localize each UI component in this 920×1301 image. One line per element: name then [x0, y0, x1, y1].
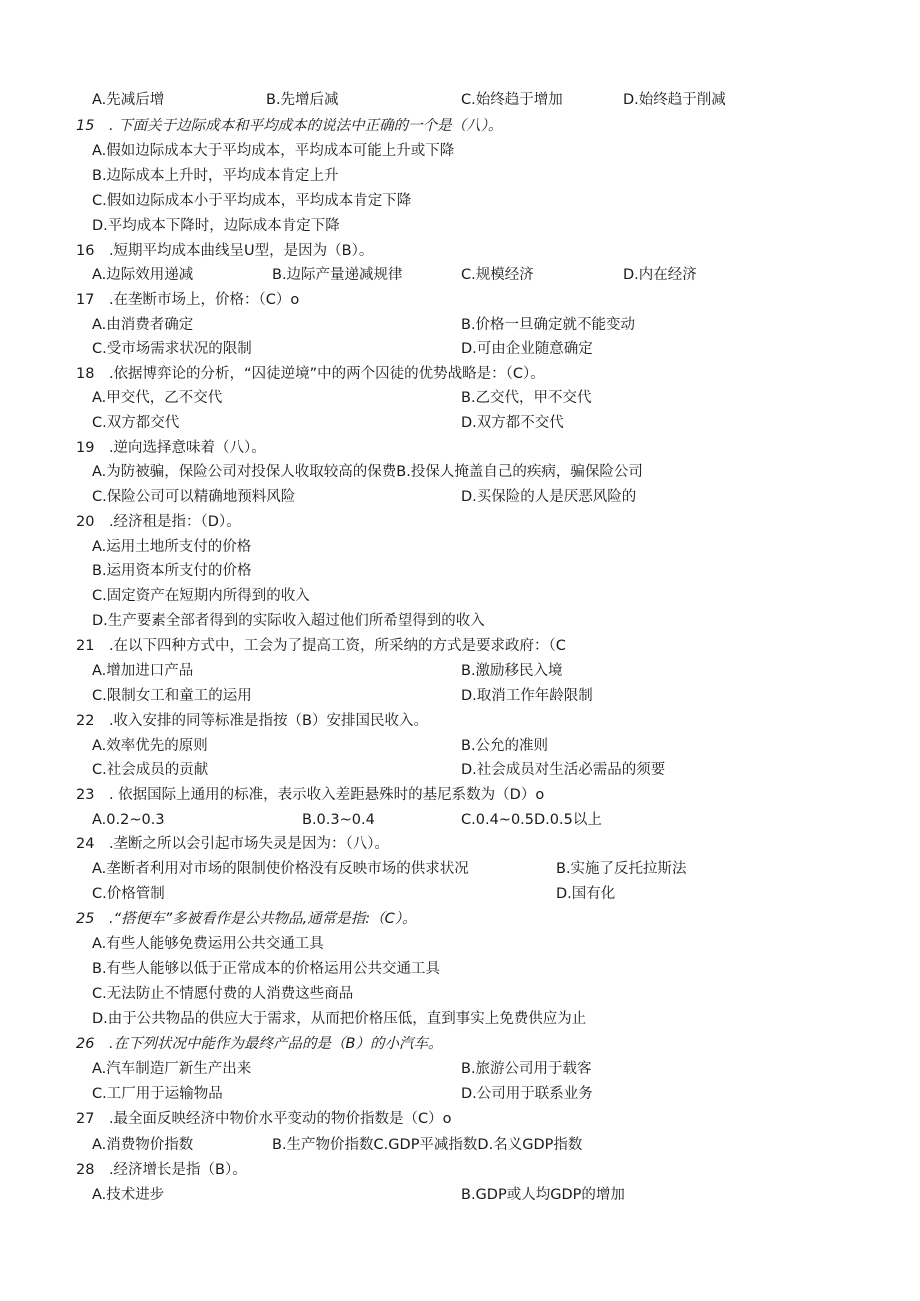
option-text: C.双方都交代	[92, 415, 180, 431]
option-text: B.旅游公司用于载客	[461, 1061, 592, 1077]
option-text: D.国有化	[556, 886, 616, 902]
question-text: 19 .逆向选择意味着（八）。	[76, 440, 266, 456]
option-text: B.激励移民入境	[461, 663, 563, 679]
option-text: C.工厂用于运输物品	[92, 1086, 223, 1102]
question-text: 21 .在以下四种方式中，工会为了提高工资，所采纳的方式是要求政府：（C	[76, 638, 566, 654]
option-text: B.GDP或人均GDP的增加	[461, 1187, 625, 1203]
option-text: A.假如边际成本大于平均成本，平均成本可能上升或下降	[92, 143, 455, 159]
option-text: D.内在经济	[623, 267, 697, 283]
option-text: B.乙交代，甲不交代	[461, 390, 592, 406]
question-text: 20 .经济租是指：（D）。	[76, 514, 241, 530]
question-text: 23 . 依据国际上通用的标准，表示收入差距悬殊时的基尼系数为（D）o	[76, 787, 545, 803]
option-text: C.社会成员的贡献	[92, 762, 209, 778]
option-text: B.运用资本所支付的价格	[92, 563, 252, 579]
option-text: A.甲交代，乙不交代	[92, 390, 223, 406]
option-text: D.生产要素全部者得到的实际收入超过他们所希望得到的收入	[92, 613, 485, 629]
option-text: D.平均成本下降时，边际成本肯定下降	[92, 218, 340, 234]
question-text: 16 .短期平均成本曲线呈U型，是因为（B）。	[76, 243, 374, 259]
option-text: A.边际效用递减	[92, 267, 194, 283]
option-text: A.效率优先的原则	[92, 738, 208, 754]
question-text: 24 .垄断之所以会引起市场失灵是因为：（八）。	[76, 836, 390, 852]
option-text: C.假如边际成本小于平均成本，平均成本肯定下降	[92, 193, 412, 209]
option-text: D.买保险的人是厌恶风险的	[461, 489, 637, 505]
option-text: D.可由企业随意确定	[461, 341, 593, 357]
option-text: B.生产物价指数C.GDP平减指数D.名义GDP指数	[272, 1137, 583, 1153]
option-text: A.为防被骗，保险公司对投保人收取较高的保费B.投保人掩盖自己的疾病，骗保险公司	[92, 464, 643, 480]
question-text: 25 .“搭便车”多被看作是公共物品,通常是指:（C）。	[76, 911, 417, 927]
option-text: D.公司用于联系业务	[461, 1086, 593, 1102]
option-text: C.保险公司可以精确地预料风险	[92, 489, 296, 505]
option-text: B.边际产量递减规律	[272, 267, 403, 283]
option-text: D.始终趋于削减	[623, 92, 726, 108]
option-text: B.0.3~0.4	[302, 812, 375, 828]
question-text: 17 .在垄断市场上，价格：（C）o	[76, 292, 300, 308]
option-text: A.技术进步	[92, 1187, 165, 1203]
option-text: C.受市场需求状况的限制	[92, 341, 252, 357]
question-text: 27 .最全面反映经济中物价水平变动的物价指数是（C）o	[76, 1111, 452, 1127]
option-text: D.取消工作年龄限制	[461, 688, 593, 704]
option-text: C.0.4~0.5D.0.5以上	[461, 812, 602, 828]
option-text: B.价格一旦确定就不能变动	[461, 317, 636, 333]
question-text: 28 .经济增长是指（B）。	[76, 1162, 247, 1178]
option-text: D.社会成员对生活必需品的须要	[461, 762, 666, 778]
question-text: 18 .依据博弈论的分析，“囚徒逆境”中的两个囚徒的优势战略是：（C）。	[76, 366, 545, 382]
option-text: C.固定资产在短期内所得到的收入	[92, 588, 310, 604]
option-text: A.运用土地所支付的价格	[92, 539, 252, 555]
question-text: 26 .在下列状况中能作为最终产品的是（B）的小汽车。	[76, 1036, 443, 1052]
question-text: 22 .收入安排的同等标准是指按（B）安排国民收入。	[76, 713, 429, 729]
option-text: B.实施了反托拉斯法	[556, 861, 687, 877]
option-text: A.垄断者利用对市场的限制使价格没有反映市场的供求状况	[92, 861, 469, 877]
option-text: B.公允的准则	[461, 738, 549, 754]
option-text: C.始终趋于增加	[461, 92, 563, 108]
option-text: C.价格管制	[92, 886, 165, 902]
option-text: D.双方都不交代	[461, 415, 564, 431]
option-text: A.先减后增	[92, 92, 165, 108]
question-text: 15 . 下面关于边际成本和平均成本的说法中正确的一个是（八）。	[76, 118, 503, 134]
option-text: A.增加进口产品	[92, 663, 194, 679]
option-text: C.无法防止不情愿付费的人消费这些商品	[92, 986, 354, 1002]
option-text: A.由消费者确定	[92, 317, 194, 333]
option-text: D.由于公共物品的供应大于需求，从而把价格压低，直到事实上免费供应为止	[92, 1011, 587, 1027]
option-text: B.有些人能够以低于正常成本的价格运用公共交通工具	[92, 961, 441, 977]
option-text: A.0.2~0.3	[92, 812, 165, 828]
option-text: C.规模经济	[461, 267, 534, 283]
option-text: B.先增后减	[266, 92, 339, 108]
option-text: A.有些人能够免费运用公共交通工具	[92, 936, 324, 952]
option-text: A.消费物价指数	[92, 1137, 194, 1153]
option-text: C.限制女工和童工的运用	[92, 688, 252, 704]
option-text: A.汽车制造厂新生产出来	[92, 1061, 252, 1077]
option-text: B.边际成本上升时，平均成本肯定上升	[92, 168, 339, 184]
